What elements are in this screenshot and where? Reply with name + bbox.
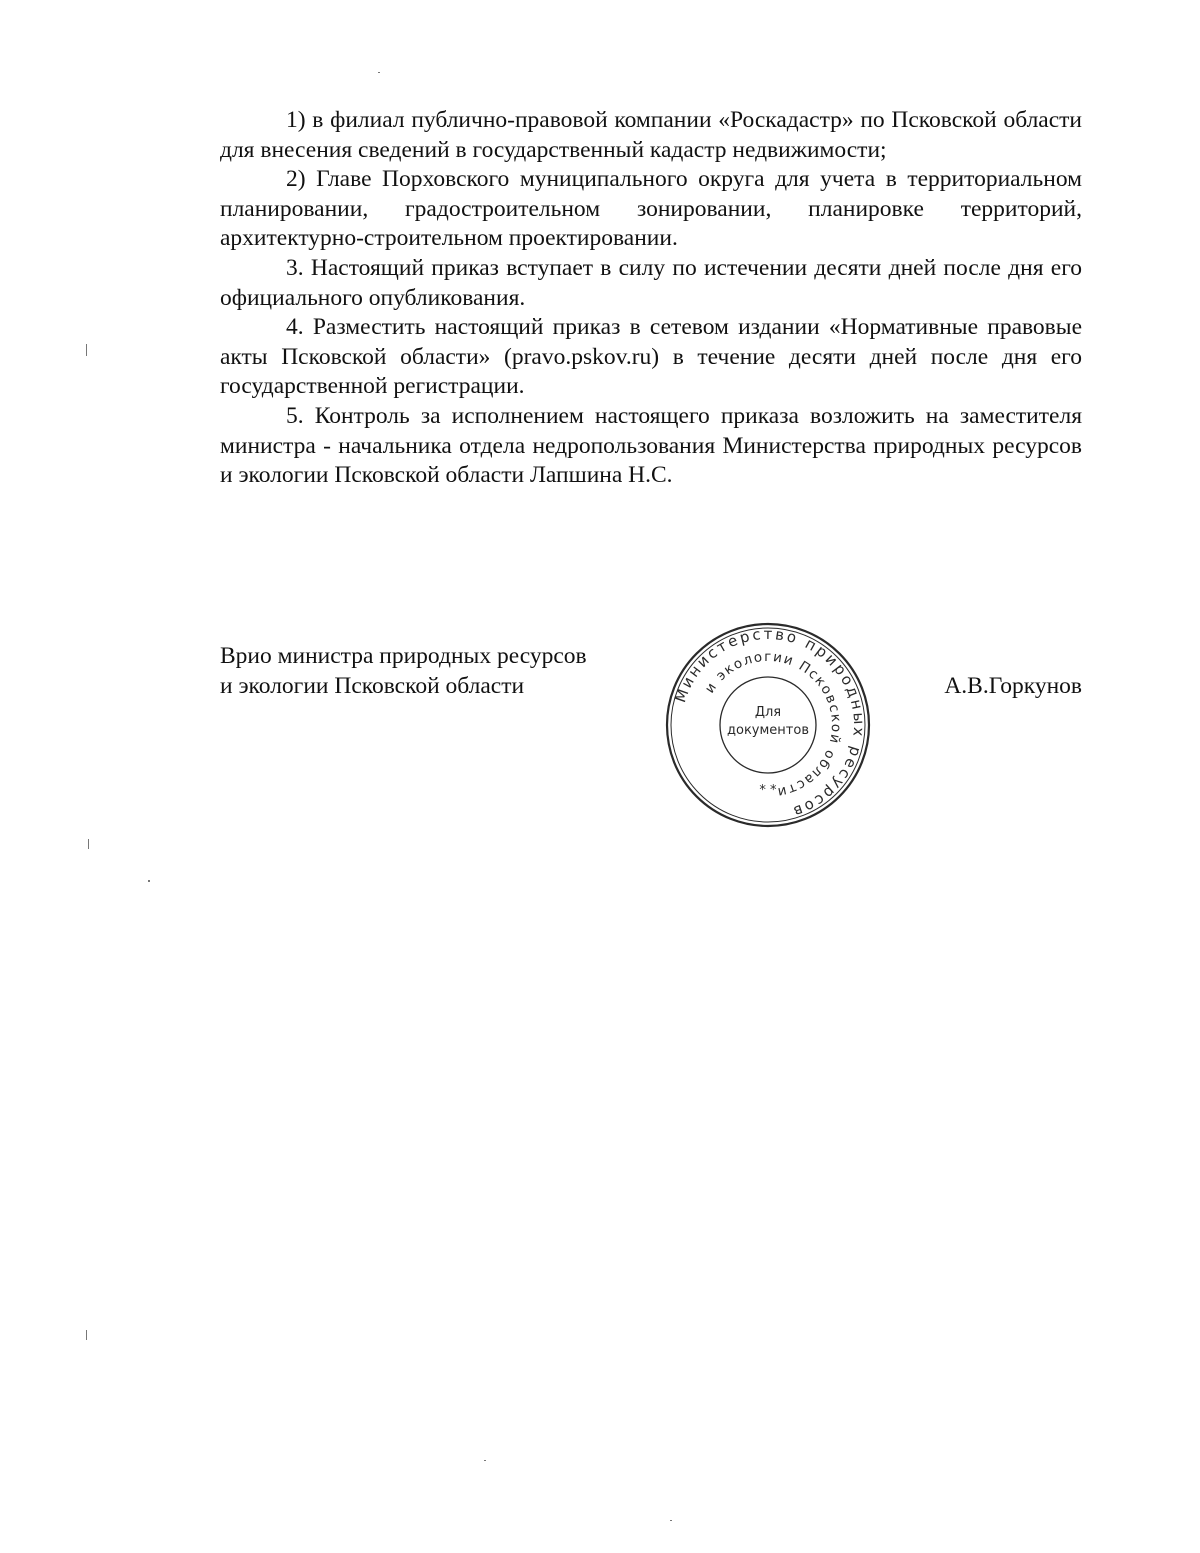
scan-speck bbox=[670, 1520, 672, 1521]
paragraph-3: 3. Настоящий приказ вступает в силу по истечении десяти дней после дня его официального опубликования. bbox=[220, 254, 1082, 311]
scan-speck bbox=[86, 344, 87, 356]
scan-speck bbox=[148, 880, 150, 882]
scan-speck bbox=[484, 1460, 486, 1461]
stamp-outer-text: Министерство природных ресурсов bbox=[671, 624, 869, 822]
paragraph-1: 1) в филиал публично-правовой компании «Роскадастр» по Псковской области для внесения сведений в государственный кадастр недвижимости; bbox=[220, 107, 1082, 163]
paragraph-5: 5. Контроль за исполнением настоящего приказа возложить на заместителя министра - начальника отдела недропользования Министерства природных ресурсов и экологии Псковской области Лапшина Н.С. bbox=[220, 402, 1082, 489]
official-stamp bbox=[665, 622, 871, 828]
stamp-stars: * * bbox=[759, 783, 777, 798]
signatory-name: А.В.Горкунов bbox=[944, 673, 1082, 699]
signatory-position-line-2: и экологии Псковской области bbox=[220, 672, 525, 699]
paragraph-4: 4. Разместить настоящий приказ в сетевом издании «Нормативные правовые акты Псковской области» (pravo.pskov.ru) в течение десяти дней после дня его государственной регистрации. bbox=[220, 314, 1082, 400]
stamp-inner-text: и экологии Псковской области bbox=[701, 648, 845, 801]
document-body bbox=[220, 106, 1082, 491]
signatory-position-line-1: Врио министра природных ресурсов bbox=[220, 643, 587, 669]
paragraph-2: 2) Главе Порховского муниципального округа для учета в территориальном планировании, градостроительном зонировании, планировке территорий, архитектурно-строительном проектировании. bbox=[220, 166, 1082, 252]
scan-speck bbox=[378, 72, 380, 73]
stamp-center-line-1: Для bbox=[754, 705, 782, 720]
scan-speck bbox=[86, 1330, 87, 1340]
stamp-center-line-2: документов bbox=[727, 723, 809, 738]
scan-speck bbox=[88, 839, 89, 849]
signatory-position bbox=[220, 642, 587, 701]
